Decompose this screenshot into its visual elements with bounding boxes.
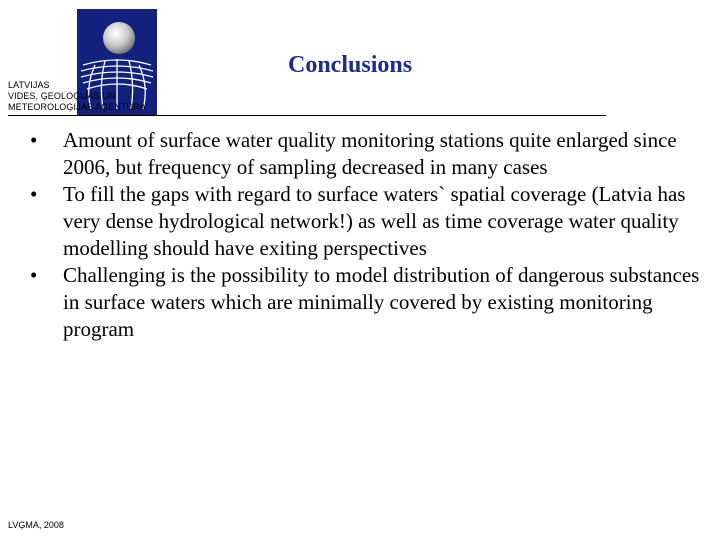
organization-name-line: LATVIJAS xyxy=(8,80,50,90)
list-item xyxy=(30,127,710,181)
bullet-icon: • xyxy=(30,263,38,287)
bullet-icon: • xyxy=(30,182,38,206)
organization-name-line: METEOROLOĢIJAS AĢENTŪRA xyxy=(8,102,146,112)
bullet-icon: • xyxy=(30,128,38,152)
header-divider xyxy=(8,115,606,116)
slide-title: Conclusions xyxy=(288,52,413,78)
organization-name xyxy=(8,80,146,113)
footer-credit: LVĢMA, 2008 xyxy=(8,520,64,530)
list-item-text: Challenging is the possibility to model distribution of dangerous substances in surface waters which are minimally covered by existing monitoring program xyxy=(63,263,700,341)
list-item-text: Amount of surface water quality monitoring stations quite enlarged since 2006, but frequency of sampling decreased in many cases xyxy=(63,128,677,179)
organization-name-line: VIDES, ĢEOLOĢIJAS UN xyxy=(8,91,116,101)
list-item xyxy=(30,181,710,262)
conclusions-list xyxy=(30,127,710,343)
list-item xyxy=(30,262,710,343)
list-item-text: To fill the gaps with regard to surface waters` spatial coverage (Latvia has very dense hydrological network!) as well as time coverage water quality modelling should have exiting perspectives xyxy=(63,182,686,260)
